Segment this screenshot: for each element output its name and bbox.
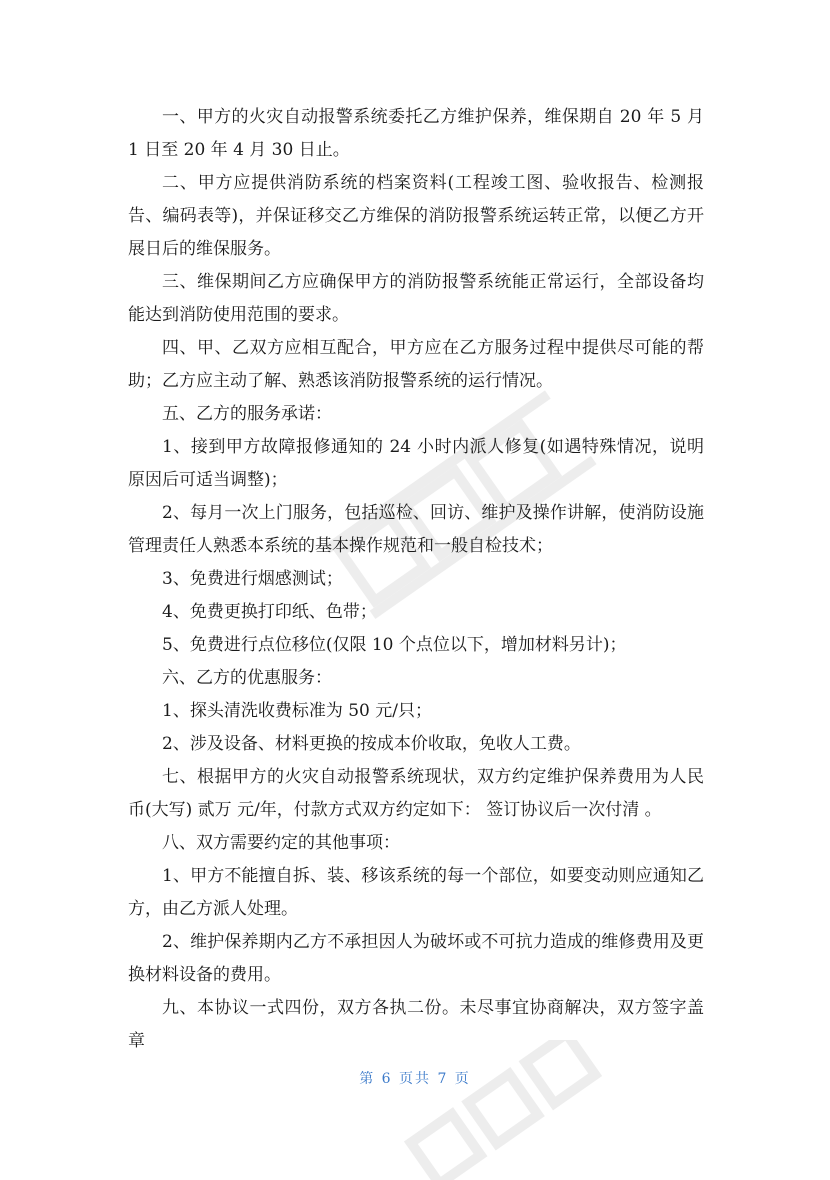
paragraph: 七、根据甲方的火灾自动报警系统现状，双方约定维护保养费用为人民币(大写) 贰万 元/年，付款方式双方约定如下： 签订协议后一次付清 。 [128, 767, 704, 820]
watermark-logo-bottom [380, 1040, 640, 1180]
paragraph: 3、免费进行烟感测试； [162, 569, 343, 589]
section-heading: 八、双方需要约定的其他事项： [162, 833, 400, 853]
paragraph: 2、维护保养期内乙方不承担因人为破坏或不可抗力造成的维修费用及更换材料设备的费用。 [128, 932, 704, 985]
paragraph: 2、涉及设备、材料更换的按成本价收取，免收人工费。 [162, 734, 581, 754]
paragraph: 四、甲、乙双方应相互配合，甲方应在乙方服务过程中提供尽可能的帮助；乙方应主动了解、熟悉该消防报警系统的运行情况。 [128, 338, 704, 391]
page-number: 第 6 页共 7 页 [359, 1071, 471, 1087]
paragraph: 三、维保期间乙方应确保甲方的消防报警系统能正常运行，全部设备均能达到消防使用范围的要求。 [128, 272, 704, 325]
paragraph: 二、甲方应提供消防系统的档案资料(工程竣工图、验收报告、检测报告、编码表等)，并保证移交乙方维保的消防报警系统运转正常，以便乙方开展日后的维保服务。 [128, 173, 704, 259]
paragraph: 1、甲方不能擅自拆、装、移该系统的每一个部位，如要变动则应通知乙方，由乙方派人处理。 [128, 866, 704, 919]
paragraph: 4、免费更换打印纸、色带； [162, 602, 377, 622]
section-heading: 六、乙方的优惠服务： [162, 668, 332, 688]
paragraph: 九、本协议一式四份，双方各执二份。未尽事宜协商解决，双方签字盖章 [128, 998, 704, 1051]
paragraph: 1、探头清洗收费标准为 50 元/只； [162, 701, 432, 721]
paragraph: 2、每月一次上门服务，包括巡检、回访、维护及操作讲解，使消防设施管理责任人熟悉本系统的基本操作规范和一般自检技术； [128, 503, 704, 556]
paragraph: 1、接到甲方故障报修通知的 24 小时内派人修复(如遇特殊情况，说明原因后可适当调整)； [128, 437, 704, 490]
document-body [128, 101, 704, 1058]
section-heading: 五、乙方的服务承诺： [162, 404, 332, 424]
paragraph: 一、甲方的火灾自动报警系统委托乙方维护保养，维保期自 20 年 5 月 1 日至 20 年 4 月 30 日止。 [128, 107, 704, 160]
paragraph: 5、免费进行点位移位(仅限 10 个点位以下，增加材料另计)； [162, 635, 627, 655]
